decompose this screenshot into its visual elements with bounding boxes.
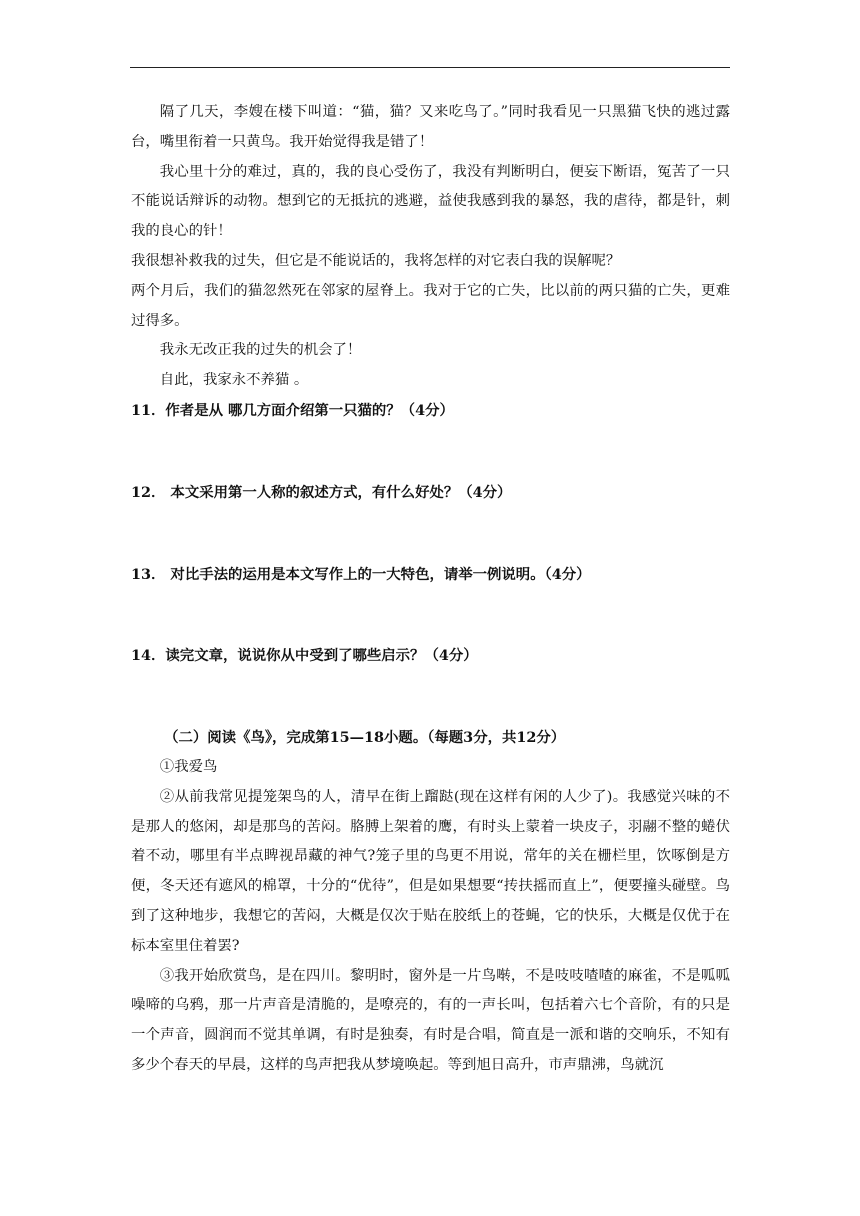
question-13: 13． 对比手法的运用是本文写作上的一大特色，请举一例说明。（4分） (131, 565, 591, 583)
section-2-paragraph-3: ③我开始欣赏鸟，是在四川。黎明时，窗外是一片鸟啭，不是吱吱喳喳的麻雀，不是呱呱噪啼的乌鸦，那一片声音是清脆的，是嘹亮的，有的一声长叫，包括着六七个音阶，有的只是一个声音，圆润而不觉其单调，有时是独奏，有时是合唱，简直是一派和谐的交响乐，不知有多少个春天的早晨，这样的鸟声把我从梦境唤起。等到旭日高升，市声鼎沸，鸟就沉 (131, 967, 730, 1073)
section-2-paragraph-1: ①我爱鸟 (159, 758, 218, 775)
passage1-paragraph-6: 自此，我家永不养猫 。 (159, 372, 309, 389)
question-12: 12． 本文采用第一人称的叙述方式，有什么好处？（4分） (131, 483, 512, 501)
section-2-heading: （二）阅读《鸟》，完成第15—18小题。（每题3分，共12分） (164, 729, 566, 747)
passage1-paragraph-1: 隔了几天，李嫂在楼下叫道：“猫，猫？又来吃鸟了。”同时我看见一只黑猫飞快的逃过露台，嘴里衔着一只黄鸟。我开始觉得我是错了！ (131, 104, 730, 150)
header-rule (130, 67, 730, 68)
section-2-paragraph-2: ②从前我常见提笼架鸟的人，清早在街上蹓跶(现在这样有闲的人少了)。我感觉兴味的不是那人的悠闲，却是那鸟的苦闷。胳膊上架着的鹰，有时头上蒙着一块皮子，羽翮不整的蜷伏着不动，哪里有半点睥视昂藏的神气?笼子里的鸟更不用说，常年的关在栅栏里，饮啄倒是方便，冬天还有遮风的棉罩，十分的“优待”，但是如果想要“抟扶摇而直上”，便要撞头碰壁。鸟到了这种地步，我想它的苦闷，大概是仅次于贴在胶纸上的苍蝇，它的快乐，大概是仅优于在标本室里住着罢? (131, 788, 730, 954)
question-14: 14．读完文章，说说你从中受到了哪些启示？（4分） (131, 647, 478, 665)
question-11: 11．作者是从 哪几方面介绍第一只猫的？（4分） (131, 401, 454, 419)
passage1-paragraph-4: 两个月后，我们的猫忽然死在邻家的屋脊上。我对于它的亡失，比以前的两只猫的亡失，更难过得多。 (131, 282, 730, 329)
passage1-paragraph-5: 我永无改正我的过失的机会了！ (159, 342, 362, 359)
passage1-paragraph-2: 我心里十分的难过，真的，我的良心受伤了，我没有判断明白，便妄下断语，冤苦了一只不能说话辩诉的动物。想到它的无抵抗的逃避，益使我感到我的暴怒，我的虐待，都是针，刺我的良心的针！ (131, 163, 730, 240)
passage1-paragraph-3: 我很想补救我的过失，但它是不能说话的，我将怎样的对它表白我的误解呢？ (131, 252, 621, 269)
document-body (131, 98, 730, 1081)
